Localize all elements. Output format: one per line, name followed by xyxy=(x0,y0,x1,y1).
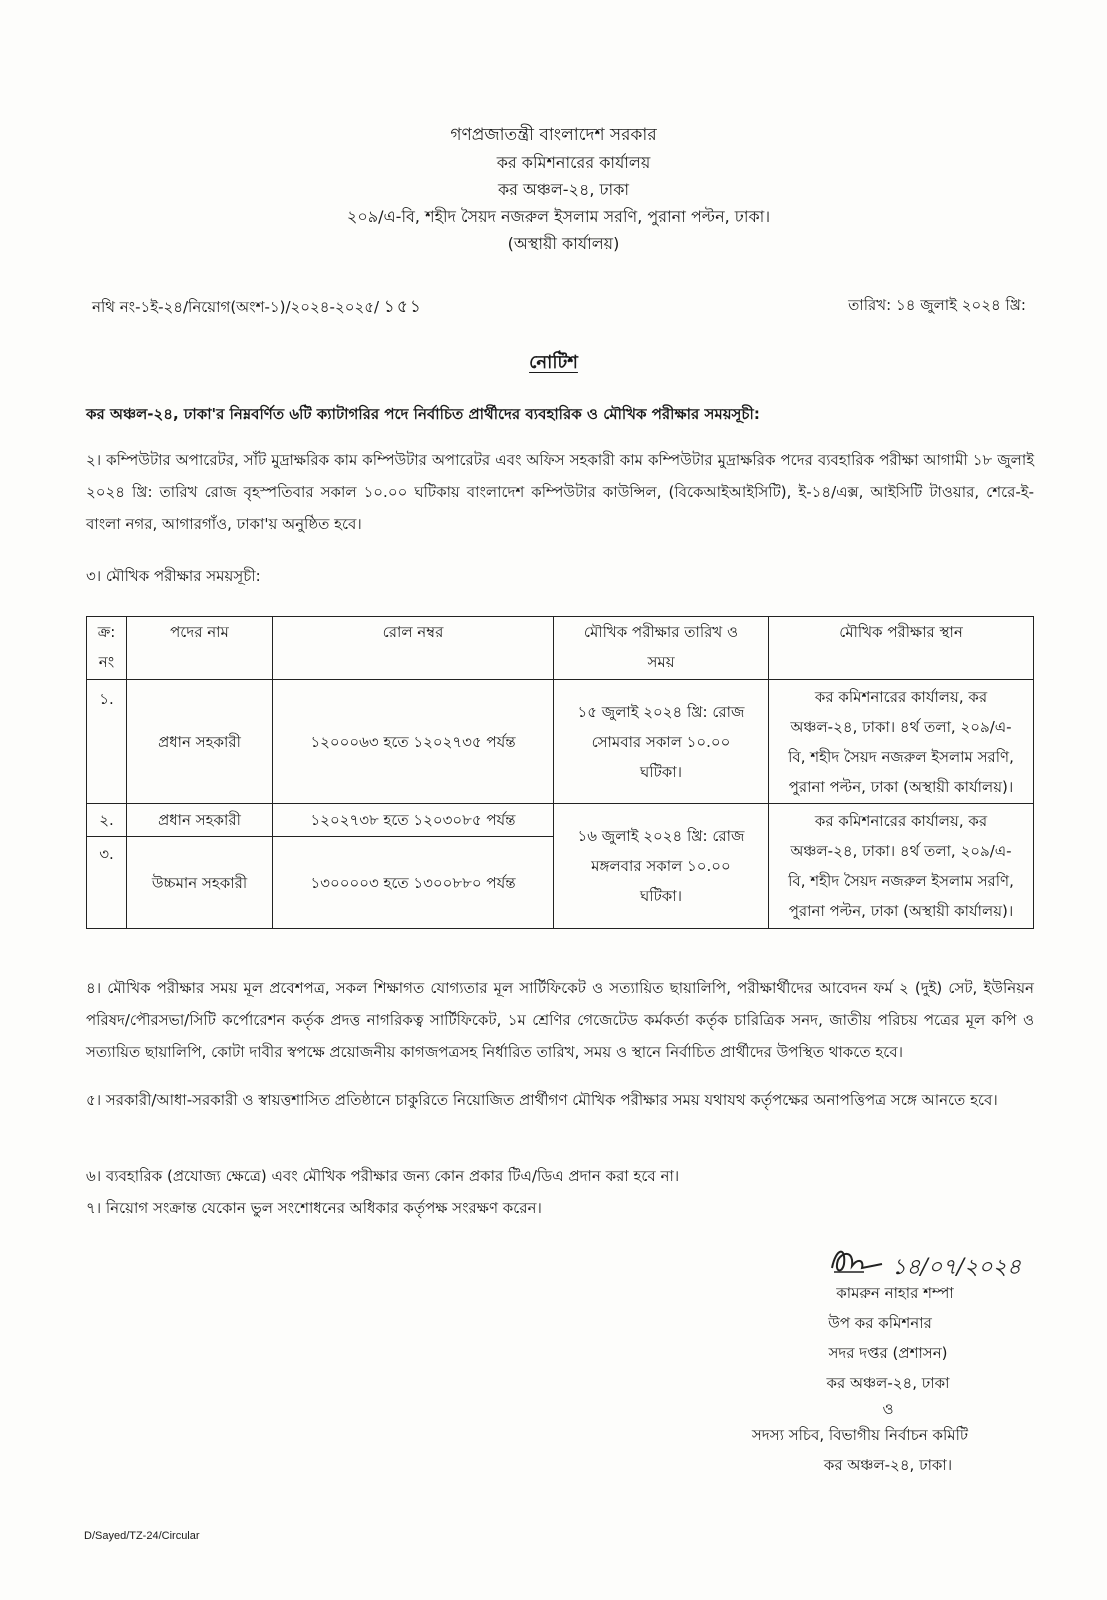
header-post: পদের নাম xyxy=(127,617,273,680)
govt-name: গণপ্রজাতন্ত্রী বাংলাদেশ সরকার xyxy=(450,125,657,145)
signatory-zone-2: কর অঞ্চল-২৪, ঢাকা। xyxy=(823,1456,953,1474)
row-datetime: ১৬ জুলাই ২০২৪ খ্রি: রোজ মঙ্গলবার সকাল ১০.০০ ঘটিকা। xyxy=(554,804,769,929)
issue-date: তারিখ: ১৪ জুলাই ২০২৪ খ্রি: xyxy=(848,296,1026,314)
office-name: কর কমিশনারের কার্যালয় xyxy=(496,153,651,172)
viva-schedule-table xyxy=(86,616,1034,929)
signatory-block xyxy=(700,1278,1020,1480)
table-header-row xyxy=(87,617,1034,680)
signature-date: ১৪/০৭/২০২৪ xyxy=(892,1255,1022,1280)
row-serial: ২. xyxy=(87,804,127,837)
signatory-conjunction: ও xyxy=(882,1400,894,1418)
letterhead xyxy=(0,122,1107,257)
row-post: প্রধান সহকারী xyxy=(127,680,273,804)
row-roll: ১২০০০৬৩ হতে ১২০২৭৩৫ পর্যন্ত xyxy=(273,680,554,804)
row-post: প্রধান সহকারী xyxy=(127,804,273,837)
file-reference-footer: D/Sayed/TZ-24/Circular xyxy=(84,1530,200,1542)
ta-da-paragraph: ৬। ব্যবহারিক (প্রযোজ্য ক্ষেত্রে) এবং মৌখিক পরীক্ষার জন্য কোন প্রকার টিএ/ডিএ প্রদান করা হবে না। xyxy=(86,1167,680,1185)
office-address: ২০৯/এ-বি, শহীদ সৈয়দ নজরুল ইসলাম সরণি, পুরানা পল্টন, ঢাকা। xyxy=(346,207,771,226)
header-venue: মৌখিক পরীক্ষার স্থান xyxy=(769,617,1034,680)
header-roll: রোল নম্বর xyxy=(273,617,554,680)
schedule-heading: ৩। মৌখিক পরীক্ষার সময়সূচী: xyxy=(86,567,261,585)
signatory-role: সদস্য সচিব, বিভাগীয় নির্বাচন কমিটি xyxy=(751,1426,969,1444)
notice-title: নোটিশ xyxy=(529,352,578,373)
header-datetime: মৌখিক পরীক্ষার তারিখ ও সময় xyxy=(554,617,769,680)
signatory-office: সদর দপ্তর (প্রশাসন) xyxy=(828,1344,948,1362)
correction-rights-paragraph: ৭। নিয়োগ সংক্রান্ত যেকোন ভুল সংশোধনের অধিকার কর্তৃপক্ষ সংরক্ষণ করেন। xyxy=(86,1199,542,1217)
header-serial: ক্র: নং xyxy=(87,617,127,680)
table-row xyxy=(87,804,1034,837)
row-datetime: ১৫ জুলাই ২০২৪ খ্রি: রোজ সোমবার সকাল ১০.০০ ঘটিকা। xyxy=(554,680,769,804)
office-status: (অস্থায়ী কার্যালয়) xyxy=(507,234,620,253)
intro-paragraph: কর অঞ্চল-২৪, ঢাকা'র নিম্নবর্ণিত ৬টি ক্যাটাগরির পদে নির্বাচিত প্রার্থীদের ব্যবহারিক ও মৌখিক পরীক্ষার সময়সূচী: xyxy=(86,405,760,423)
row-serial: ৩. xyxy=(87,837,127,929)
signatory-name: কামরুন নাহার শম্পা xyxy=(836,1284,954,1302)
signatory-zone: কর অঞ্চল-২৪, ঢাকা xyxy=(826,1374,950,1392)
handwritten-memo-number: ১৫১ xyxy=(383,297,423,317)
file-number: নথি নং-১ই-২৪/নিয়োগ(অংশ-১)/২০২৪-২০২৫/ ১৫১ xyxy=(92,297,423,317)
row-roll: ১৩০০০০৩ হতে ১৩০০৮৮০ পর্যন্ত xyxy=(273,837,554,929)
table-row xyxy=(87,680,1034,804)
signatory-designation: উপ কর কমিশনার xyxy=(828,1314,932,1332)
row-serial: ১. xyxy=(87,680,127,804)
row-venue: কর কমিশনারের কার্যালয়, কর অঞ্চল-২৪, ঢাকা। ৪র্থ তলা, ২০৯/এ-বি, শহীদ সৈয়দ নজরুল ইসলাম সরণি, পুরানা পল্টন, ঢাকা (অস্থায়ী কার্যালয়)। xyxy=(769,680,1034,804)
documents-paragraph: ৪। মৌখিক পরীক্ষার সময় মূল প্রবেশপত্র, সকল শিক্ষাগত যোগ্যতার মূল সার্টিফিকেট ও সত্যায়িত ছায়ালিপি, পরীক্ষার্থীদের আবেদন ফর্ম ২ (দুই) সেট, ইউনিয়ন পরিষদ/পৌরসভা/সিটি কর্পোরেশন কর্তৃক প্রদত্ত নাগরিকত্ব সার্টিফিকেট, ১ম শ্রেণির গেজেটেড কর্মকর্তা কর্তৃক চারিত্রিক সনদ, জাতীয় পরিচয় পত্রের মূল কপি ও সত্যায়িত ছায়ালিপি, কোটা দাবীর স্বপক্ষে প্রয়োজনীয় কাগজপত্রসহ নির্ধারিত তারিখ, সময় ও স্থানে নির্বাচিত প্রার্থীদের উপস্থিত থাকতে হবে। xyxy=(86,979,1034,1061)
zone-name: কর অঞ্চল-২৪, ঢাকা xyxy=(497,180,630,199)
row-roll: ১২০২৭৩৮ হতে ১২০৩০৮৫ পর্যন্ত xyxy=(273,804,554,837)
row-post: উচ্চমান সহকারী xyxy=(127,837,273,929)
noc-paragraph: ৫। সরকারী/আধা-সরকারী ও স্বায়ত্তশাসিত প্রতিষ্ঠানে চাকুরিতে নিয়োজিত প্রার্থীগণ মৌখিক পরীক্ষার সময় যথাযথ কর্তৃপক্ষের অনাপত্তিপত্র সঙ্গে আনতে হবে। xyxy=(86,1091,998,1109)
row-venue: কর কমিশনারের কার্যালয়, কর অঞ্চল-২৪, ঢাকা। ৪র্থ তলা, ২০৯/এ-বি, শহীদ সৈয়দ নজরুল ইসলাম সরণি, পুরানা পল্টন, ঢাকা (অস্থায়ী কার্যালয়)। xyxy=(769,804,1034,929)
practical-exam-paragraph: ২। কম্পিউটার অপারেটর, সাঁট মুদ্রাক্ষরিক কাম কম্পিউটার অপারেটর এবং অফিস সহকারী কাম কম্পিউটার মুদ্রাক্ষরিক পদের ব্যবহারিক পরীক্ষা আগামী ১৮ জুলাই ২০২৪ খ্রি: তারিখ রোজ বৃহস্পতিবার সকাল ১০.০০ ঘটিকায় বাংলাদেশ কম্পিউটার কাউন্সিল, (বিকেআইআইসিটি), ই-১৪/এক্স, আইসিটি টাওয়ার, শেরে-ই-বাংলা নগর, আগারগাঁও, ঢাকা'য় অনুষ্ঠিত হবে। xyxy=(86,451,1034,533)
